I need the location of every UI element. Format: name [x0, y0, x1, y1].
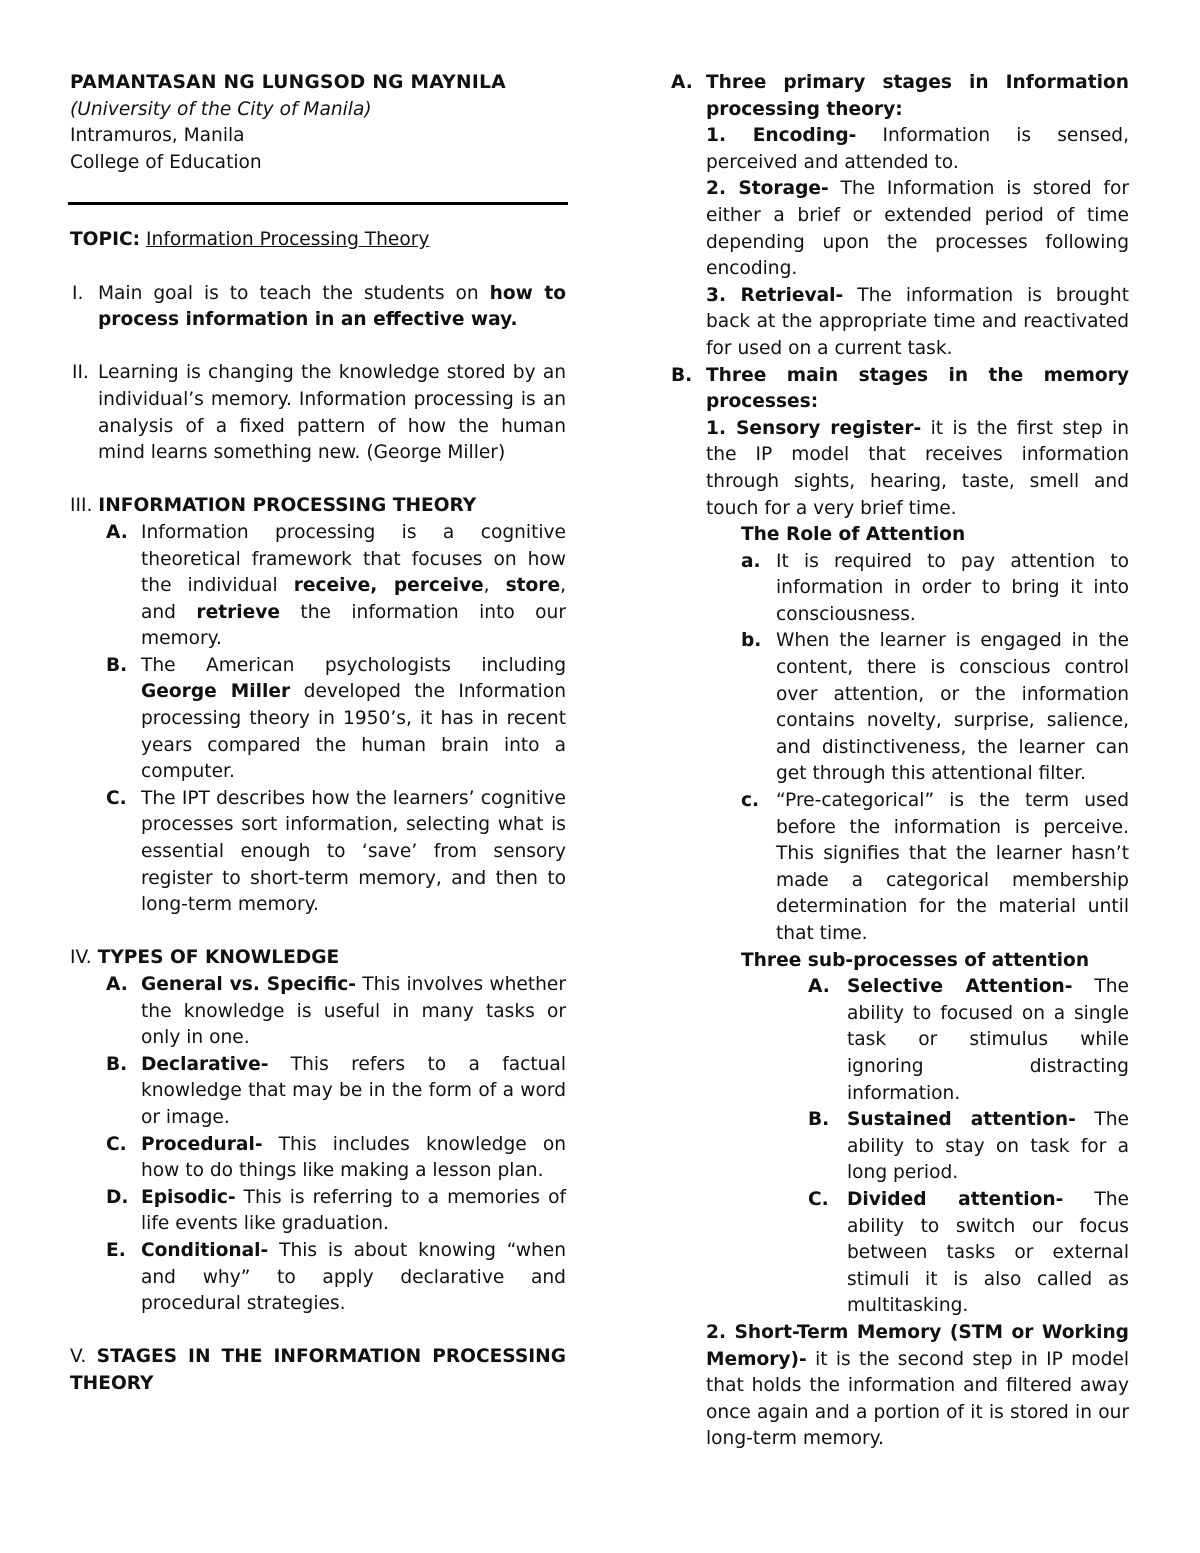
attention-item	[671, 628, 1129, 788]
item-text: It is required to pay attention to information in order to bring it into consciousness.	[776, 550, 1129, 625]
location: Intramuros, Manila	[70, 125, 245, 147]
list-marker: b.	[741, 630, 762, 652]
item-text: Information is sensed, perceived and attended to.	[706, 125, 1129, 173]
item-text: it is the first step in the IP model that receives information through sights, hearing, taste, smell and touch for a very brief time.	[706, 417, 1129, 519]
memory-stages-title: Three main stages in the memory processes:	[706, 364, 1129, 413]
section-3-item-a	[70, 520, 566, 653]
knowledge-item	[70, 1052, 566, 1132]
university-name: PAMANTASAN NG LUNGSOD NG MAYNILA	[70, 72, 506, 93]
section-1-number: I.	[72, 282, 84, 304]
section-1-text: Main goal is to teach the students on	[98, 282, 490, 304]
list-marker: E.	[106, 1239, 126, 1261]
sub-process-item	[671, 1107, 1129, 1187]
item-text: This refers to a factual knowledge that may be in the form of a word or image.	[141, 1053, 566, 1128]
university-english: (University of the City of Manila)	[70, 98, 372, 120]
memory-stages-heading	[671, 363, 1129, 416]
section-4-heading	[70, 945, 566, 972]
bold-term: 3. Retrieval-	[706, 284, 844, 306]
item-text: The Information is stored for either a brief or extended period of time depending upon the processes following encoding.	[706, 178, 1129, 280]
section-2	[70, 360, 566, 466]
primary-stage-item	[671, 176, 1129, 282]
sub-process-item	[671, 974, 1129, 1107]
section-1	[70, 281, 566, 334]
bold-term: General vs. Specific-	[141, 974, 356, 995]
list-marker: A.	[671, 72, 693, 93]
bold-term: 2. Short-Term Memory (STM or Working Memory)-	[706, 1321, 1129, 1370]
separator: ,	[370, 575, 394, 597]
short-term-memory	[671, 1320, 1129, 1453]
section-4-title: TYPES OF KNOWLEDGE	[97, 947, 340, 969]
knowledge-item	[70, 972, 566, 1052]
primary-stage-item	[671, 283, 1129, 363]
item-text: the information into our memory.	[141, 601, 566, 650]
section-2-number: II.	[72, 362, 89, 384]
item-text: This is about knowing “when and why” to apply declarative and procedural strategies.	[141, 1239, 566, 1315]
bold-term: store	[505, 575, 561, 597]
sensory-register	[671, 416, 1129, 522]
item-text: The ability to focused on a single task or stimulus while ignoring distracting information.	[847, 976, 1130, 1104]
item-text: “Pre-categorical” is the term used before the information is perceive. This signifies that the learner hasn’t made a categorical membership determination for the material until that time.	[776, 790, 1129, 944]
list-marker: A.	[106, 974, 128, 995]
list-marker: C.	[808, 1188, 829, 1210]
attention-role-heading: The Role of Attention	[741, 524, 966, 546]
primary-stage-item	[671, 123, 1129, 176]
bold-term: Declarative-	[141, 1053, 269, 1075]
item-text: , and	[141, 575, 566, 623]
item-text: developed the Information processing theory in 1950’s, it has in recent years compared the human brain into a computer.	[141, 681, 566, 783]
primary-stages-title: Three primary stages in Information processing theory:	[706, 72, 1129, 120]
attention-item	[671, 788, 1129, 948]
college: College of Education	[70, 151, 262, 173]
list-marker: c.	[741, 790, 760, 812]
item-text: When the learner is engaged in the content, there is conscious control over attention, or the information contains novelty, surprise, salience, and distinctiveness, the learner can get through this attentional filter.	[776, 630, 1129, 785]
list-marker: D.	[106, 1186, 129, 1208]
section-3-item-c	[70, 786, 566, 919]
section-3-heading	[70, 493, 566, 520]
sub-processes-heading: Three sub-processes of attention	[741, 949, 1090, 971]
item-text: it is the second step in IP model that holds the information and filtered away once again and a portion of it is stored in our long-term memory.	[706, 1348, 1129, 1450]
item-text: Information processing is a cognitive theoretical framework that focuses on how the individual	[141, 521, 566, 597]
bold-term: 1. Sensory register-	[706, 417, 922, 439]
bold-term: Sustained attention-	[847, 1109, 1076, 1131]
section-3-title: INFORMATION PROCESSING THEORY	[98, 495, 477, 517]
separator: ,	[483, 575, 506, 597]
section-1-bold: how to process information in an effective way.	[98, 282, 566, 331]
bold-term: Conditional-	[141, 1239, 269, 1261]
list-marker: A.	[808, 976, 830, 998]
item-text: This involves whether the knowledge is useful in many tasks or only in one.	[141, 974, 566, 1049]
right-column	[671, 70, 1129, 1453]
knowledge-item	[70, 1238, 566, 1318]
bold-term: 2. Storage-	[706, 178, 829, 200]
list-marker: B.	[106, 654, 128, 676]
list-marker: B.	[808, 1109, 830, 1131]
knowledge-item	[70, 1185, 566, 1238]
topic-label: TOPIC:	[70, 229, 141, 251]
bold-term: receive	[293, 575, 371, 597]
bold-term: retrieve	[196, 601, 280, 623]
list-marker: B.	[106, 1053, 128, 1075]
item-text: The American psychologists including	[141, 654, 566, 676]
item-text: The ability to switch our focus between tasks or external stimuli it is also called as multitasking.	[847, 1188, 1130, 1317]
bold-term: George Miller	[141, 681, 291, 703]
section-5-heading	[70, 1344, 566, 1397]
sub-process-item	[671, 1187, 1129, 1320]
attention-item	[671, 549, 1129, 629]
list-marker: B.	[671, 364, 693, 386]
section-3-number: III.	[70, 495, 93, 517]
bold-term: Divided attention-	[847, 1188, 1064, 1210]
bold-term: Selective Attention-	[847, 976, 1073, 998]
bold-term: 1. Encoding-	[706, 125, 857, 147]
item-text: This includes knowledge on how to do things like making a lesson plan.	[141, 1133, 566, 1182]
section-4-number: IV.	[70, 947, 92, 969]
topic-value: Information Processing Theory	[146, 229, 430, 251]
knowledge-item	[70, 1132, 566, 1185]
section-5-number: V.	[70, 1346, 87, 1368]
item-text: The information is brought back at the appropriate time and reactivated for used on a current task.	[706, 284, 1130, 359]
list-marker: C.	[106, 1133, 127, 1155]
section-2-text: Learning is changing the knowledge stored by an individual’s memory. Information processing is an analysis of a fixed pattern of how the human mind learns something new. (George Miller)	[98, 362, 566, 464]
primary-stages-heading	[671, 70, 1129, 123]
item-text: The ability to stay on task for a long period.	[847, 1109, 1129, 1184]
item-text: This is referring to a memories of life events like graduation.	[141, 1186, 566, 1235]
bold-term: Procedural-	[141, 1133, 263, 1155]
list-marker: C.	[106, 787, 127, 809]
bold-term: Episodic-	[141, 1186, 236, 1208]
item-text: The IPT describes how the learners’ cognitive processes sort information, selecting what is essential enough to ‘save’ from sensory register to short-term memory, and then to long-term memory.	[141, 787, 566, 916]
section-3-item-b	[70, 653, 566, 786]
bold-term: perceive	[393, 575, 484, 597]
list-marker: A.	[106, 521, 128, 543]
header-divider	[68, 202, 568, 205]
section-5-title: STAGES IN THE INFORMATION PROCESSING THEORY	[70, 1346, 566, 1394]
list-marker: a.	[741, 550, 761, 572]
topic-line	[70, 227, 566, 254]
left-column	[70, 70, 566, 1398]
